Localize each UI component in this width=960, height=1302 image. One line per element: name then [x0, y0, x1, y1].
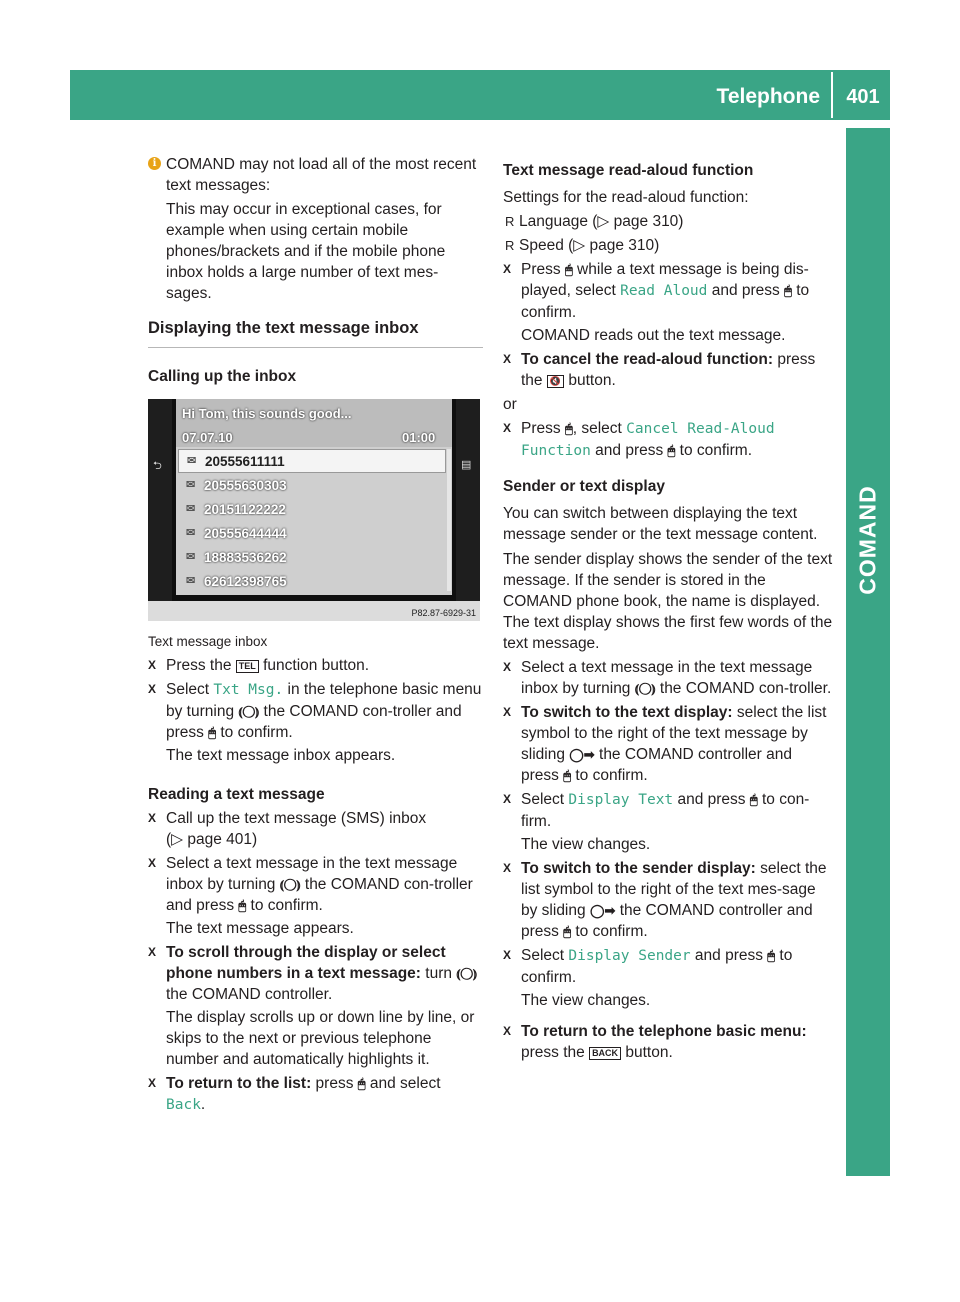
step-text: to confirm. [521, 282, 810, 321]
step-text: press the [521, 1044, 590, 1061]
step-text: select the list symbol to the right of the text message by sliding [521, 704, 827, 763]
inbox-row [178, 521, 446, 545]
subsection-calling-title: Calling up the inbox [148, 368, 297, 385]
step-text: while a text message is being dis-played, select [521, 261, 809, 299]
step-text: and select [365, 1075, 441, 1092]
step-arrow-icon: X [503, 1024, 512, 1038]
open-envelope-icon: ✉ [186, 478, 196, 491]
press-controller-icon: 🖱 [208, 725, 217, 740]
open-envelope-icon: ✉ [186, 574, 196, 587]
step-text: and press [673, 791, 750, 808]
press-controller-icon: 🖱 [784, 283, 792, 298]
step-result: COMAND reads out the text message. [521, 327, 786, 344]
step-text: to confirm. [571, 923, 648, 940]
list-symbol-icon: ▤ [461, 459, 472, 471]
instruction-step [503, 418, 833, 462]
instruction-step [503, 789, 833, 855]
bullet-icon: R [505, 214, 515, 229]
screen-scrollbar [447, 449, 451, 591]
step-arrow-icon: X [503, 948, 512, 962]
settings-item [503, 235, 833, 256]
step-text: Call up the text message (SMS) inbox [166, 810, 427, 827]
info-note [148, 154, 483, 196]
step-text: Press [521, 261, 565, 278]
step-arrow-icon: X [503, 861, 512, 875]
step-text: the COMAND controller and press [521, 902, 813, 940]
header-divider [831, 72, 833, 118]
step-text: Press the [166, 657, 236, 674]
inbox-row-number: 20555644444 [204, 525, 287, 541]
right-column [503, 154, 833, 1063]
subsection-sender-title: Sender or text display [503, 478, 665, 495]
step-text: the COMAND con-troller and press [166, 703, 462, 741]
inbox-row [178, 545, 446, 569]
settings-item-text: Speed (▷ page 310) [519, 237, 660, 254]
step-result: The text message appears. [166, 920, 354, 937]
chapter-tab [846, 128, 890, 1176]
step-text: Select a text message in the text message inbox by turning [521, 659, 813, 697]
step-text: in the telephone basic menu by turning [166, 681, 482, 720]
figure-caption: Text message inbox [148, 634, 268, 649]
step-text: and press [707, 282, 785, 299]
step-text: button. [621, 1044, 673, 1061]
step-text: Select [521, 947, 569, 964]
step-arrow-icon: X [148, 1076, 157, 1090]
step-arrow-icon: X [148, 945, 157, 959]
screen-left-rail [148, 399, 172, 601]
inbox-row [178, 473, 446, 497]
instruction-step [503, 945, 833, 1011]
turn-controller-icon: ⦅◯⦆ [634, 681, 656, 696]
step-text: turn [420, 965, 457, 982]
step-text: Select a text message in the text message inbox by turning [166, 855, 458, 893]
slide-controller-icon: ◯➡ [589, 903, 616, 918]
info-icon: i [148, 157, 161, 170]
menu-item-code: Function [521, 443, 591, 459]
step-label: To switch to the text display: [521, 704, 733, 721]
press-controller-icon: 🖱 [238, 898, 247, 913]
step-text: press [311, 1075, 358, 1092]
step-arrow-icon: X [503, 660, 512, 674]
menu-item-code: Display Sender [568, 948, 691, 964]
inbox-row-number: 20151122222 [204, 501, 286, 517]
instruction-step [503, 349, 833, 391]
step-text: and press [590, 442, 668, 459]
instruction-step [503, 1021, 833, 1063]
menu-item-code: Display Text [568, 792, 674, 808]
instruction-step [503, 259, 833, 346]
step-text: Select [166, 681, 214, 698]
step-text: function button. [258, 657, 370, 674]
step-text: Press [521, 420, 565, 437]
step-result: The text message inbox appears. [166, 747, 396, 764]
step-text: to confirm. [675, 442, 753, 459]
settings-intro: Settings for the read-aloud function: [503, 189, 749, 206]
step-text: and press [690, 947, 768, 964]
press-controller-icon: 🖱 [563, 924, 572, 939]
press-controller-icon: 🖱 [749, 792, 758, 807]
open-envelope-icon: ✉ [186, 526, 196, 539]
step-text: to confirm. [216, 724, 293, 741]
menu-item-code: Txt Msg. [213, 682, 284, 698]
inbox-row-number: 20555630303 [204, 477, 287, 493]
step-text: the COMAND con-troller and press [166, 876, 473, 914]
back-key-icon: BACK [589, 1047, 621, 1060]
instruction-step [503, 858, 833, 942]
step-text: press the [521, 351, 816, 389]
menu-item-code: Back [166, 1097, 201, 1113]
step-text: to confirm. [571, 767, 648, 784]
left-column [148, 154, 483, 1116]
sender-paragraph: You can switch between displaying the text message sender or the text message content. [503, 505, 818, 543]
step-arrow-icon: X [503, 705, 512, 719]
screen-right-rail [456, 399, 480, 601]
step-text: to confirm. [521, 947, 793, 986]
inbox-screenshot [148, 399, 480, 621]
step-text: the COMAND controller and press [521, 746, 792, 784]
section-title: Displaying the text message inbox [148, 318, 483, 348]
press-controller-icon: 🖱 [357, 1076, 366, 1091]
image-code: P82.87-6929-31 [411, 608, 476, 618]
step-text: Select [521, 791, 569, 808]
step-text: the COMAND con-troller. [655, 680, 832, 697]
page-reference: (▷ page 401) [166, 831, 258, 848]
envelope-icon: ✉ [187, 454, 197, 467]
press-controller-icon: 🖱 [667, 443, 676, 458]
instruction-step [503, 657, 833, 699]
step-arrow-icon: X [148, 658, 157, 672]
inbox-row [178, 497, 446, 521]
menu-item-code: Read Aloud [620, 283, 708, 299]
inbox-row-number: 20555611111 [205, 453, 285, 469]
step-label: To cancel the read-aloud function: [521, 351, 774, 368]
subsection-readaloud-title: Text message read-aloud function [503, 162, 754, 179]
step-text: select the list symbol to the right of the text mes-sage by sliding [521, 860, 827, 919]
subsection-reading-title: Reading a text message [148, 786, 325, 803]
info-note-line2: This may occur in exceptional cases, for example when using certain mobile phones/brackets and if the mobile phone inbox holds a large number of text mes-sages. [166, 201, 446, 302]
inbox-row-number: 18883536262 [204, 549, 287, 565]
step-arrow-icon: X [148, 682, 157, 696]
info-note-line1: COMAND may not load all of the most recent text messages: [166, 156, 477, 194]
turn-controller-icon: ⦅◯⦆ [238, 704, 260, 719]
step-arrow-icon: X [503, 792, 512, 806]
step-label: To return to the list: [166, 1075, 312, 1092]
step-text: button. [564, 372, 616, 389]
inbox-row [178, 449, 446, 473]
menu-item-code: Cancel Read-Aloud [626, 421, 775, 437]
instruction-step [148, 1073, 483, 1116]
chapter-tab-label: COMAND [854, 485, 881, 595]
mute-key-icon: 🔇 [547, 375, 564, 388]
step-arrow-icon: X [503, 352, 512, 366]
step-arrow-icon: X [148, 856, 157, 870]
settings-item [503, 211, 833, 232]
step-arrow-icon: X [503, 421, 512, 435]
instruction-step [148, 808, 483, 850]
tel-key-icon: TEL [236, 660, 259, 673]
instruction-step [148, 853, 483, 939]
step-result: The view changes. [521, 992, 651, 1009]
settings-item-text: Language (▷ page 310) [519, 213, 684, 230]
open-envelope-icon: ✉ [186, 502, 196, 515]
screen-date: 07.07.10 [182, 430, 233, 445]
step-text: to con-firm. [521, 791, 810, 830]
page-number: 401 [846, 86, 880, 108]
press-controller-icon: 🖱 [564, 262, 573, 277]
press-controller-icon: 🖱 [563, 768, 572, 783]
step-result: The display scrolls up or down line by line, or skips to the next or previous telephone number and automatically highlights it. [166, 1009, 475, 1068]
or-text: or [503, 396, 517, 413]
slide-controller-icon: ◯➡ [569, 747, 595, 762]
inbox-list [178, 449, 446, 593]
instruction-step [503, 702, 833, 786]
screen-message-preview: Hi Tom, this sounds good... [182, 406, 352, 421]
step-label: To return to the telephone basic menu: [521, 1023, 807, 1040]
step-text: , select [572, 420, 627, 437]
bullet-icon: R [505, 238, 515, 253]
step-result: The view changes. [521, 836, 651, 853]
turn-controller-icon: ⦅◯⦆ [279, 877, 301, 892]
open-envelope-icon: ✉ [186, 550, 196, 563]
turn-controller-icon: ⦅◯⦆ [456, 966, 478, 981]
instruction-step [148, 655, 483, 676]
inbox-row [178, 569, 446, 593]
step-arrow-icon: X [148, 811, 157, 825]
step-text: the COMAND controller. [166, 986, 333, 1003]
step-text: to confirm. [246, 897, 323, 914]
inbox-row-number: 62612398765 [204, 573, 287, 589]
step-text: . [200, 1096, 206, 1113]
page-section-title: Telephone [716, 85, 820, 108]
instruction-step [148, 942, 483, 1070]
sender-paragraph: The sender display shows the sender of the text message. If the sender is stored in the COMAND phone book, the name is displayed. The text display shows the first few words of the text message. [503, 551, 833, 652]
press-controller-icon: 🖱 [767, 948, 776, 963]
step-label: To scroll through the display or select phone numbers in a text message: [166, 944, 446, 982]
step-label: To switch to the sender display: [521, 860, 756, 877]
screen-time: 01:00 [402, 430, 436, 445]
back-arrow-icon: ⮌ [153, 460, 162, 472]
instruction-step [148, 679, 483, 766]
press-controller-icon: 🖱 [564, 421, 573, 436]
step-arrow-icon: X [503, 262, 512, 276]
